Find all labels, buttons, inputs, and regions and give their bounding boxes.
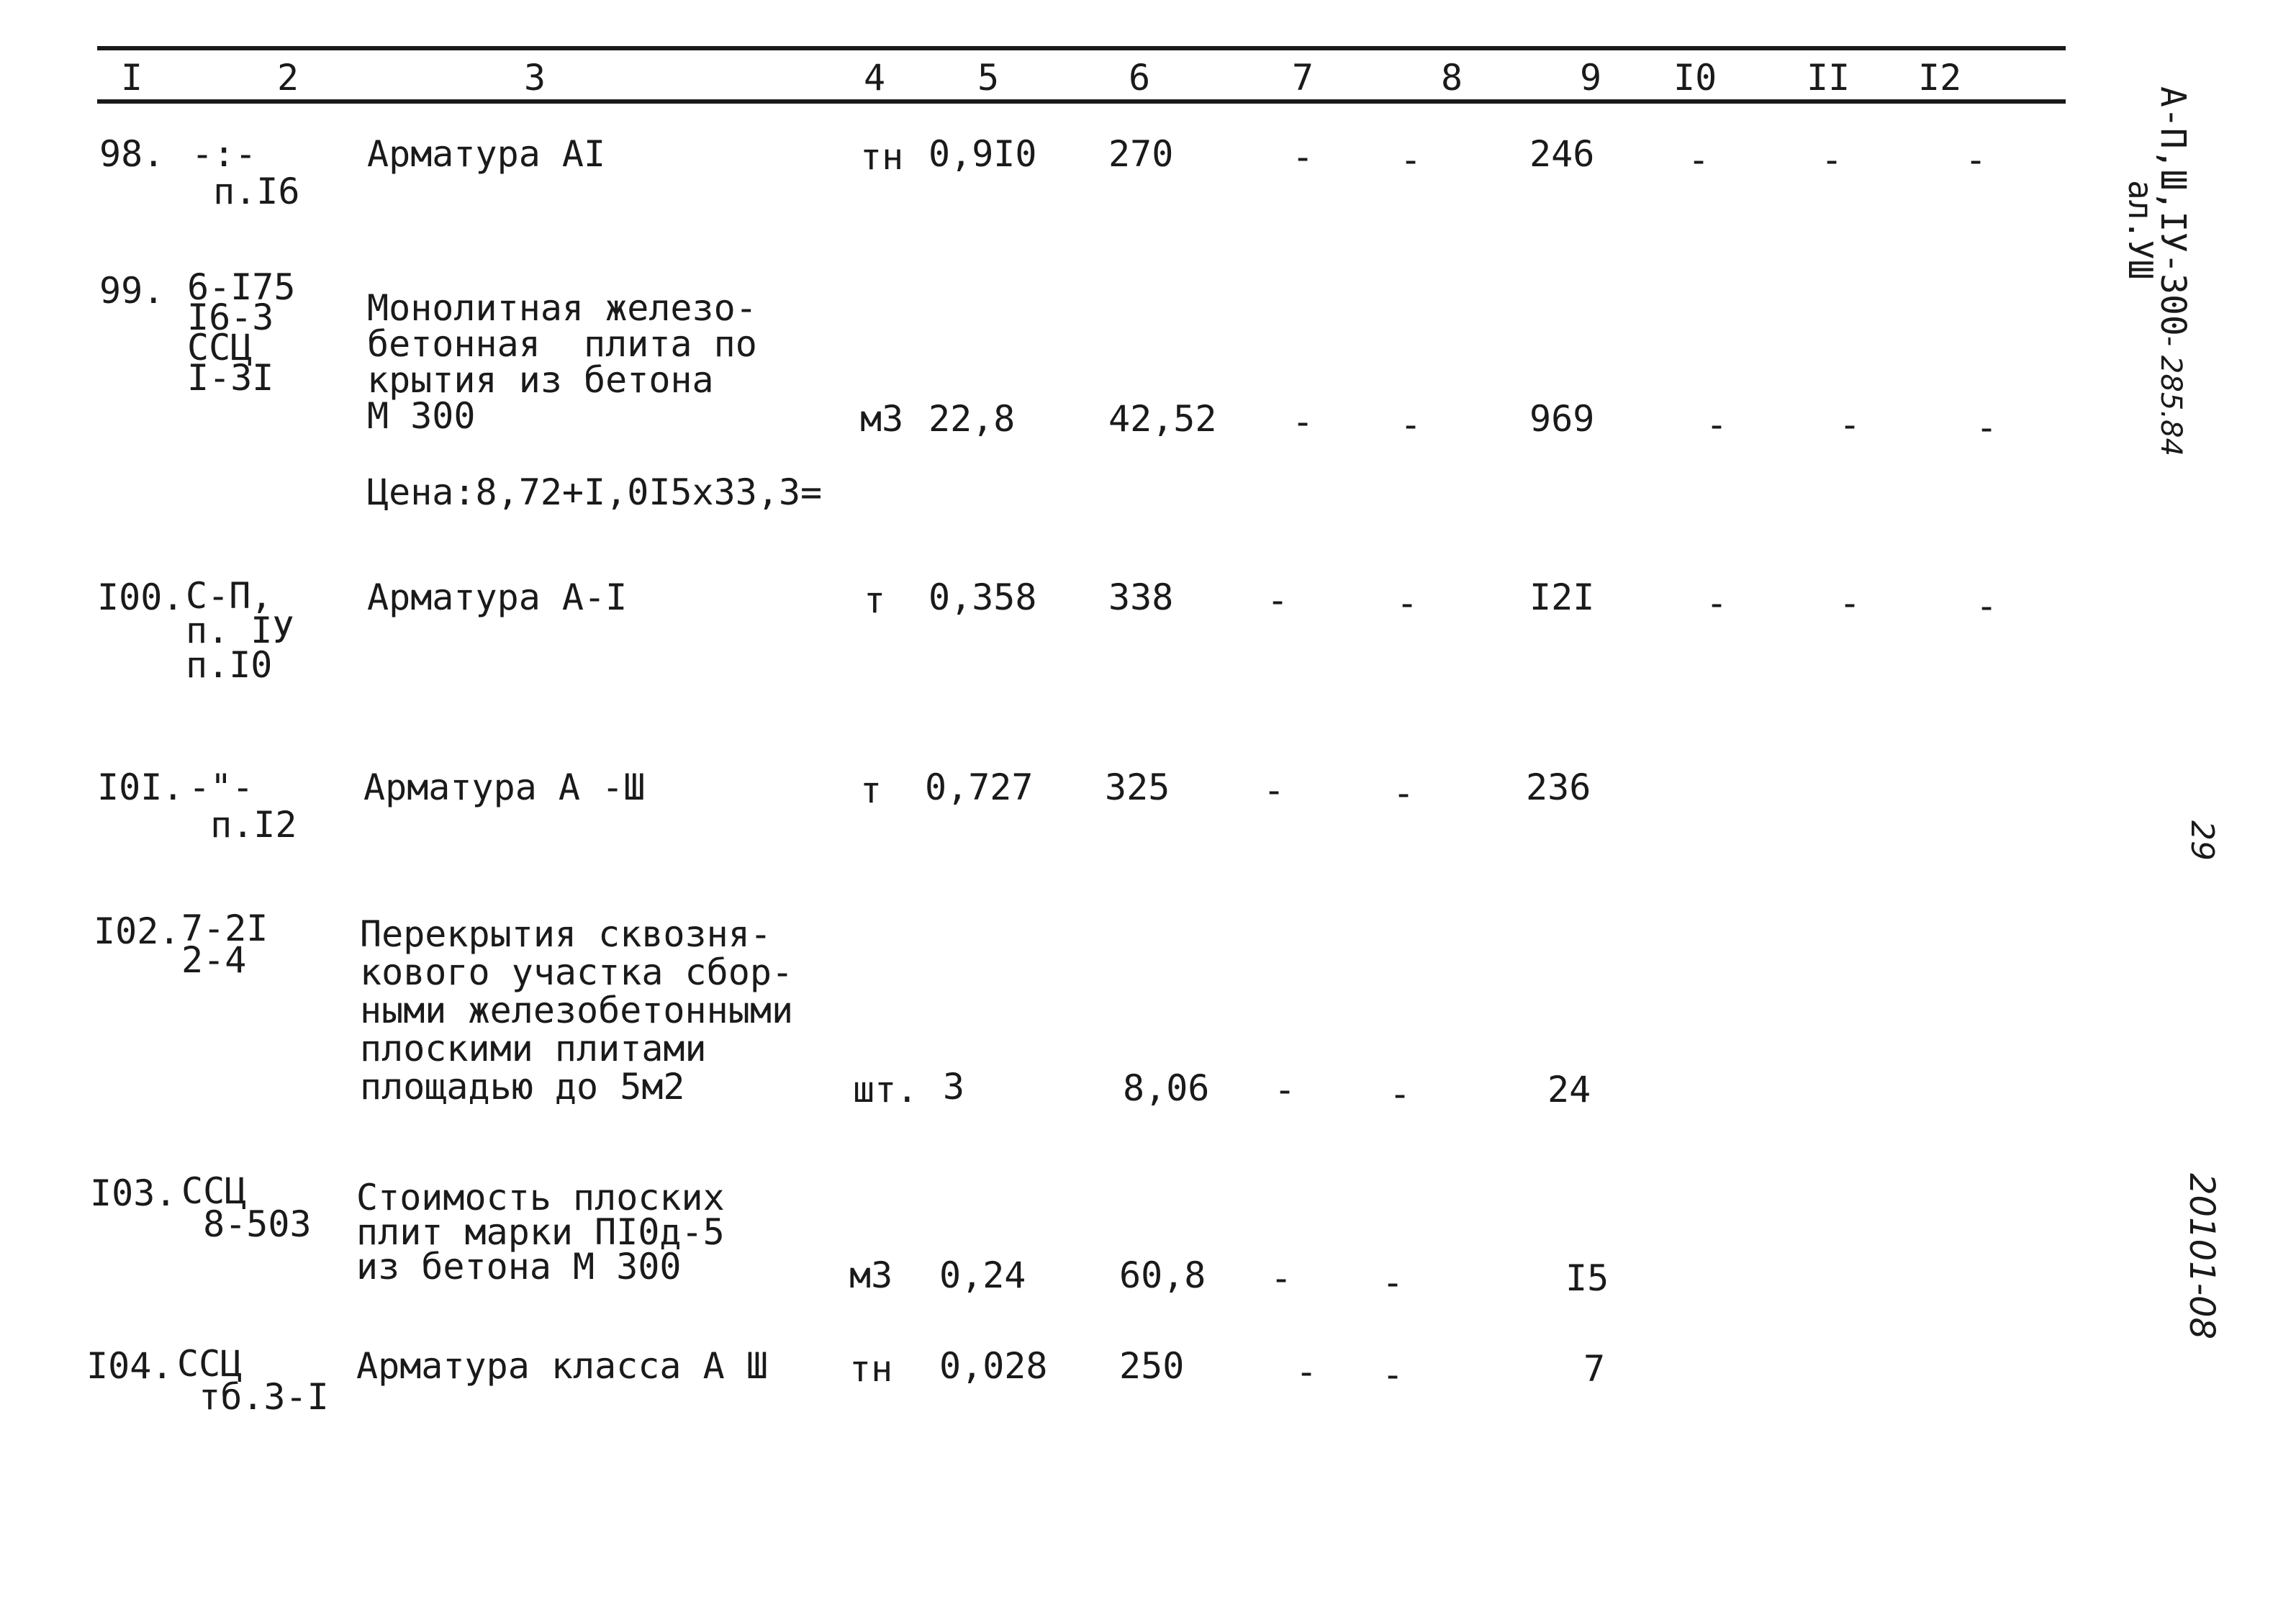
row-col7: - <box>1270 1257 1293 1299</box>
row-col11: - <box>1821 139 1843 181</box>
row-total: 969 <box>1529 398 1595 440</box>
document-number: 20101-08 <box>2182 1173 2222 1340</box>
row-col10: - <box>1688 139 1710 181</box>
row-name: Монолитная железо- бетонная плита по крытия из бетона М 300 <box>367 287 757 437</box>
row-unit: шт. <box>853 1069 918 1110</box>
row-col11: - <box>1839 582 1861 624</box>
row-code: ССЦ тб.3-I <box>177 1343 329 1418</box>
col-header-3: 3 <box>524 57 546 99</box>
col-header-6: 6 <box>1129 57 1151 99</box>
row-number: 98. <box>99 133 165 175</box>
row-code: 6-I75 I6-3 ССЦ I-3I <box>187 266 296 399</box>
row-note: Цена:8,72+I,0I5х33,3= <box>367 471 823 513</box>
row-name: Стоимость плоских плит марки ПI0д-5 из бетона М 300 <box>356 1177 725 1288</box>
row-price: 60,8 <box>1119 1254 1206 1296</box>
row-col10: - <box>1706 582 1728 624</box>
row-col11: - <box>1839 404 1861 445</box>
row-unit: м3 <box>849 1254 893 1296</box>
page-number: 29 <box>2184 820 2220 861</box>
row-col8: - <box>1389 1073 1411 1115</box>
row-price: 338 <box>1108 576 1174 618</box>
row-code: ССЦ 8-503 <box>181 1170 312 1245</box>
row-unit: т <box>860 769 882 811</box>
row-number: I04. <box>86 1345 173 1387</box>
row-col7: - <box>1292 136 1314 178</box>
row-quantity: 0,727 <box>925 766 1034 808</box>
row-col12: - <box>1976 585 1998 627</box>
row-col7: - <box>1292 401 1314 443</box>
row-name: Перекрытия сквозня- кового участка сбор- ными железобетонными плоскими плитами площадью до 5м2 <box>360 913 794 1108</box>
row-number: I00. <box>97 576 184 618</box>
row-col12: - <box>1965 139 1987 181</box>
col-header-12: I2 <box>1918 57 1962 99</box>
row-total: 236 <box>1526 766 1591 808</box>
top-rule <box>97 46 2066 50</box>
project-code-main: А-П,Ш,IУ-300 <box>2153 86 2193 336</box>
col-header-11: II <box>1807 57 1850 99</box>
row-quantity: 0,24 <box>939 1254 1026 1296</box>
row-name: Арматура А -Ш <box>363 766 646 808</box>
row-name: Арматура АI <box>367 133 606 175</box>
row-col8: - <box>1382 1262 1404 1303</box>
row-col8: - <box>1396 582 1419 624</box>
row-col8: - <box>1400 404 1422 445</box>
row-col8: - <box>1400 139 1422 181</box>
col-header-5: 5 <box>977 57 1000 99</box>
row-price: 325 <box>1105 766 1170 808</box>
row-name: Арматура класса А Ш <box>356 1345 768 1387</box>
row-quantity: 0,9I0 <box>928 133 1037 175</box>
row-col7: - <box>1274 1069 1296 1110</box>
col-header-9: 9 <box>1580 57 1602 99</box>
col-header-7: 7 <box>1292 57 1314 99</box>
col-header-4: 4 <box>864 57 886 99</box>
row-quantity: 0,028 <box>939 1345 1048 1387</box>
row-quantity: 22,8 <box>928 398 1016 440</box>
row-code: 7-2I 2-4 <box>181 908 268 981</box>
row-name: Арматура А-I <box>367 576 628 618</box>
row-number: I03. <box>90 1172 177 1214</box>
row-unit: м3 <box>860 398 904 440</box>
row-unit: тн <box>860 136 904 178</box>
row-total: I2I <box>1529 576 1595 618</box>
row-col10: - <box>1706 404 1728 445</box>
row-total: 24 <box>1547 1069 1591 1110</box>
row-price: 8,06 <box>1123 1067 1210 1109</box>
row-quantity: 3 <box>943 1066 965 1108</box>
row-code: С-П, п. IУ п.I0 <box>186 575 294 686</box>
row-col7: - <box>1296 1351 1318 1393</box>
col-header-10: I0 <box>1673 57 1717 99</box>
row-total: I5 <box>1565 1257 1609 1299</box>
col-header-8: 8 <box>1441 57 1463 99</box>
row-price: 42,52 <box>1108 398 1217 440</box>
row-total: 7 <box>1583 1348 1606 1390</box>
row-number: 99. <box>99 270 165 312</box>
row-col8: - <box>1393 772 1415 814</box>
header-bottom-rule <box>97 99 2066 104</box>
col-header-1: I <box>121 57 143 99</box>
row-col8: - <box>1382 1354 1404 1395</box>
row-col12: - <box>1976 407 1998 448</box>
album-label: ал.УШ <box>2121 180 2160 280</box>
row-code: -:- п.I6 <box>191 133 300 212</box>
project-code-suffix: - 285.84 <box>2154 335 2187 456</box>
row-code: -"- п.I2 <box>189 766 297 846</box>
row-unit: тн <box>849 1348 893 1390</box>
row-number: I02. <box>94 910 181 952</box>
row-unit: т <box>864 579 886 621</box>
row-quantity: 0,358 <box>928 576 1037 618</box>
row-price: 250 <box>1119 1345 1185 1387</box>
row-col7: - <box>1267 579 1289 621</box>
row-total: 246 <box>1529 133 1595 175</box>
row-number: I0I. <box>97 766 184 808</box>
col-header-2: 2 <box>277 57 299 99</box>
row-price: 270 <box>1108 133 1174 175</box>
row-col7: - <box>1263 769 1285 811</box>
